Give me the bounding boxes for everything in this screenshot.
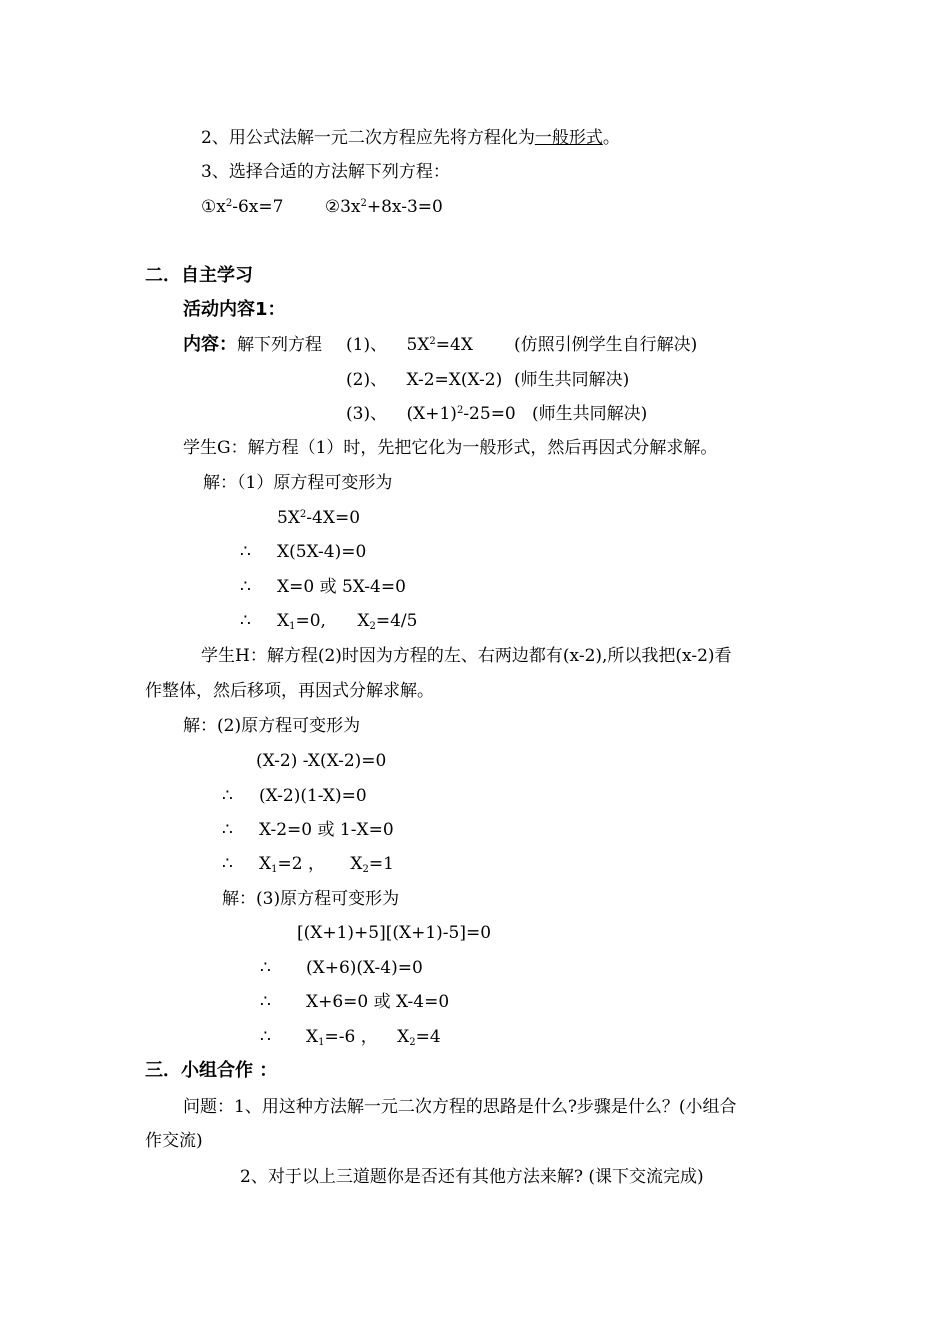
s2-val1: =2 ，	[277, 854, 325, 874]
solution-3-step-4	[306, 1026, 441, 1048]
therefore-symbol: ∴	[240, 542, 251, 562]
problem-2	[346, 369, 502, 391]
item-2-text: 2、用公式法解一元二次方程应先将方程化为	[201, 128, 535, 148]
eq2-a: ②3x	[324, 197, 361, 217]
problem-2-eq: X-2=X(X-2)	[406, 370, 503, 390]
solution-1-step-4	[277, 610, 417, 632]
solution-2-step-1: (X-2) -X(X-2)=0	[256, 751, 387, 771]
therefore-symbol: ∴	[260, 1027, 271, 1047]
s1-x2: X	[357, 611, 370, 631]
problem-3-eq-a: (X+1)	[406, 404, 457, 424]
therefore-symbol: ∴	[260, 958, 271, 978]
solution-2-head: 解：(2)原方程可变形为	[183, 716, 361, 736]
section-2-heading: 二．自主学习	[145, 265, 253, 286]
solution-1-step-3: X=0 或 5X-4=0	[277, 577, 406, 597]
problem-3-note: (师生共同解决)	[532, 404, 648, 424]
solution-3-head: 解：(3)原方程可变形为	[222, 889, 400, 909]
solution-2-step-4	[259, 853, 394, 875]
s3-val2: =4	[415, 1027, 441, 1047]
eq2-sup: 2	[360, 198, 367, 209]
solution-1-head: 解：（1）原方程可变形为	[203, 473, 393, 493]
question-2: 2、对于以上三道题你是否还有其他方法来解? (课下交流完成)	[240, 1167, 704, 1187]
s3-x2: X	[397, 1027, 410, 1047]
s2-val2: =1	[368, 854, 394, 874]
eq1-a: ①x	[201, 197, 226, 217]
solution-2-step-2: (X-2)(1-X)=0	[259, 786, 367, 806]
practice-eq-2	[325, 196, 443, 218]
student-h-line-1: 学生H：解方程(2)时因为方程的左、右两边都有(x-2),所以我把(x-2)看	[201, 646, 732, 666]
problem-3	[346, 403, 516, 425]
content-label: 内容：	[183, 334, 237, 355]
s2-sub1: 1	[271, 864, 278, 875]
eq2-b: +8x-3=0	[366, 197, 443, 217]
content-lead: 解下列方程	[237, 335, 322, 355]
student-h-line-2: 作整体，然后移项，再因式分解求解。	[145, 681, 434, 701]
solution-3-step-1: [(X+1)+5][(X+1)-5]=0	[297, 923, 492, 943]
s1-step1-sup: 2	[299, 509, 307, 520]
item-2	[201, 127, 620, 149]
content-line-1	[183, 334, 322, 356]
therefore-symbol: ∴	[222, 786, 233, 806]
s2-x: X	[259, 854, 272, 874]
item-2-end: 。	[602, 128, 620, 148]
question-1-line-1: 问题：1、用这种方法解一元二次方程的思路是什么?步骤是什么？(小组合	[183, 1097, 737, 1117]
section-3-heading: 三．小组合作 ：	[145, 1060, 278, 1081]
therefore-symbol: ∴	[222, 820, 233, 840]
s1-x: X	[277, 611, 290, 631]
problem-3-sup: 2	[456, 405, 464, 416]
activity-title: 活动内容1：	[183, 299, 286, 320]
problem-1-eq-b: =4X	[435, 335, 473, 355]
s1-step1-b: -4X=0	[306, 508, 361, 528]
s3-sub1: 1	[318, 1037, 325, 1048]
eq1-b: -6x=7	[232, 197, 284, 217]
practice-eq-1	[201, 196, 283, 218]
problem-1-eq-a: 5X	[406, 335, 430, 355]
therefore-symbol: ∴	[240, 611, 251, 631]
therefore-symbol: ∴	[260, 992, 271, 1012]
practice-equations	[201, 196, 443, 218]
student-g-text: 学生G：解方程（1）时，先把它化为一般形式，然后再因式分解求解。	[183, 438, 718, 458]
solution-3-step-3: X+6=0 或 X-4=0	[306, 992, 450, 1012]
s2-x2: X	[350, 854, 363, 874]
item-2-underlined: 一般形式	[534, 128, 603, 148]
item-3: 3、选择合适的方法解下列方程：	[201, 162, 450, 182]
therefore-symbol: ∴	[240, 577, 251, 597]
question-1-line-2: 作交流)	[145, 1131, 203, 1151]
problem-2-note: (师生共同解决)	[514, 370, 630, 390]
s1-sub2: 2	[369, 621, 376, 632]
s1-val2: =4/5	[375, 611, 418, 631]
eq1-sup: 2	[225, 198, 233, 209]
s1-sub1: 1	[289, 621, 296, 632]
problem-3-eq-b: -25=0	[463, 404, 516, 424]
problem-3-num: (3)、	[346, 404, 388, 424]
solution-3-step-2: (X+6)(X-4)=0	[306, 958, 423, 978]
solution-2-step-3: X-2=0 或 1-X=0	[259, 820, 394, 840]
solution-1-step-2: X(5X-4)=0	[277, 542, 367, 562]
s2-sub2: 2	[362, 864, 369, 875]
problem-1-num: (1)、	[346, 335, 388, 355]
problem-2-num: (2)、	[346, 370, 388, 390]
s3-x: X	[306, 1027, 319, 1047]
problem-1	[346, 334, 473, 356]
s3-val1: =-6 ，	[324, 1027, 378, 1047]
s3-sub2: 2	[409, 1037, 416, 1048]
problem-1-sup: 2	[429, 336, 436, 347]
s1-val1: =0,	[295, 611, 326, 631]
therefore-symbol: ∴	[222, 854, 233, 874]
solution-1-step-1	[277, 507, 360, 529]
s1-step1-a: 5X	[277, 508, 300, 528]
problem-1-note: (仿照引例学生自行解决)	[514, 335, 698, 355]
